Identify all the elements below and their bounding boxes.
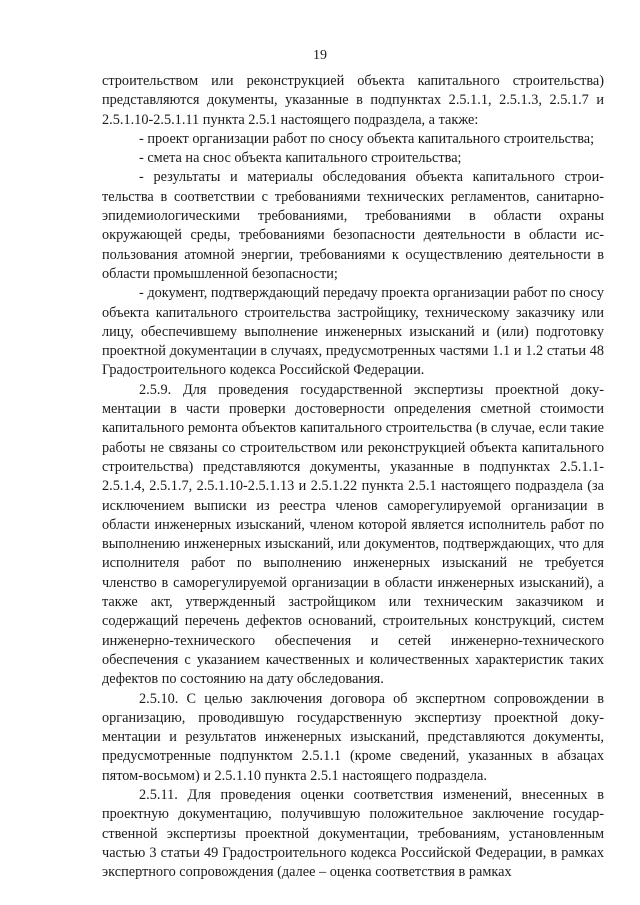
paragraph-2-5-9: 2.5.9. Для проведения государственной экспертизы проектной документации в части проверки достоверности определения сметной стоимости капитального ремонта объектов капитального строительства (в случае, если такие работы не связаны со строительством или реконструкцией объекта капитального строительства) представляются документы, указанные в подпунктах 2.5.1.1-2.5.1.4, 2.5.1.7, 2.5.1.10-2.5.1.13 и 2.5.1.22 пункта 2.5.1 настоящего подраздела (за исключением выписки из реестра членов саморегулируемой организации в области инженерных изысканий, членом которой является исполнитель работ по выполнению инженерных изысканий, или документов, подтверждающих, что для исполнителя работ по выполнению инженерных изысканий не требуется членство в саморегулируемой организации в области инженерных изысканий), а также акт, утвержденный застройщиком или техническим заказчиком и содержащий перечень дефектов оснований, строительных конструкций, систем инженерно-технического обеспечения и сетей инженерно-технического обеспечения с указанием качественных и количественных характеристик таких дефектов по состоянию на дату обследования. [102,381,604,688]
paragraph-2-5-10: 2.5.10. С целью заключения договора об экспертном сопровождении в организацию, проводившую государственную экспертизу проектной документации и результатов инженерных изысканий, представляются документы, предусмотренные подпунктом 2.5.1.1 (кроме сведений, указанных в абзацах пятом-восьмом) и 2.5.1.10 пункта 2.5.1 настоящего подраздела. [102,690,604,784]
paragraph-intro: строительством или реконструкцией объекта капитального строительства) представляются документы, указанные в подпунктах 2.5.1.1, 2.5.1.3, 2.5.1.7 и 2.5.1.10-2.5.1.11 пункта 2.5.1 настоящего подраздела, а также: [102,73,604,128]
list-item-survey-results: - результаты и материалы обследования объекта капитального строительства в соответствии с требованиями технических регламентов, санитарно-эпидемиологическими требованиями, требованиями в области охраны окружающей среды, требованиями безопасности деятельности в области использования атомной энергии, требованиями к осуществлению деятельности в области промышленной безопасности; [102,169,604,282]
page-number: 19 [313,48,327,63]
list-item-demolition-estimate: - смета на снос объекта капитального строительства; [139,150,462,167]
list-item-transfer-document: - документ, подтверждающий передачу проекта организации работ по сносу объекта капитального строительства застройщику, техническому заказчику или лицу, обеспечившему выполнение инженерных изысканий и (или) подготовку проектной документации в случаях, предусмотренных частями 1.1 и 1.2 статьи 48 Градостроительного кодекса Российской Федерации. [102,285,604,379]
list-item-demolition-project: - проект организации работ по сносу объекта капитального строительства; [139,130,595,147]
document-body [102,72,604,882]
paragraph-2-5-11: 2.5.11. Для проведения оценки соответствия изменений, внесенных в проектную документацию, получившую положительное заключение государственной экспертизы проектной документации, требованиям, установленным частью 3 статьи 49 Градостроительного кодекса Российской Федерации, в рамках экспертного сопровождения (далее – оценка соответствия в рамках [102,786,604,881]
